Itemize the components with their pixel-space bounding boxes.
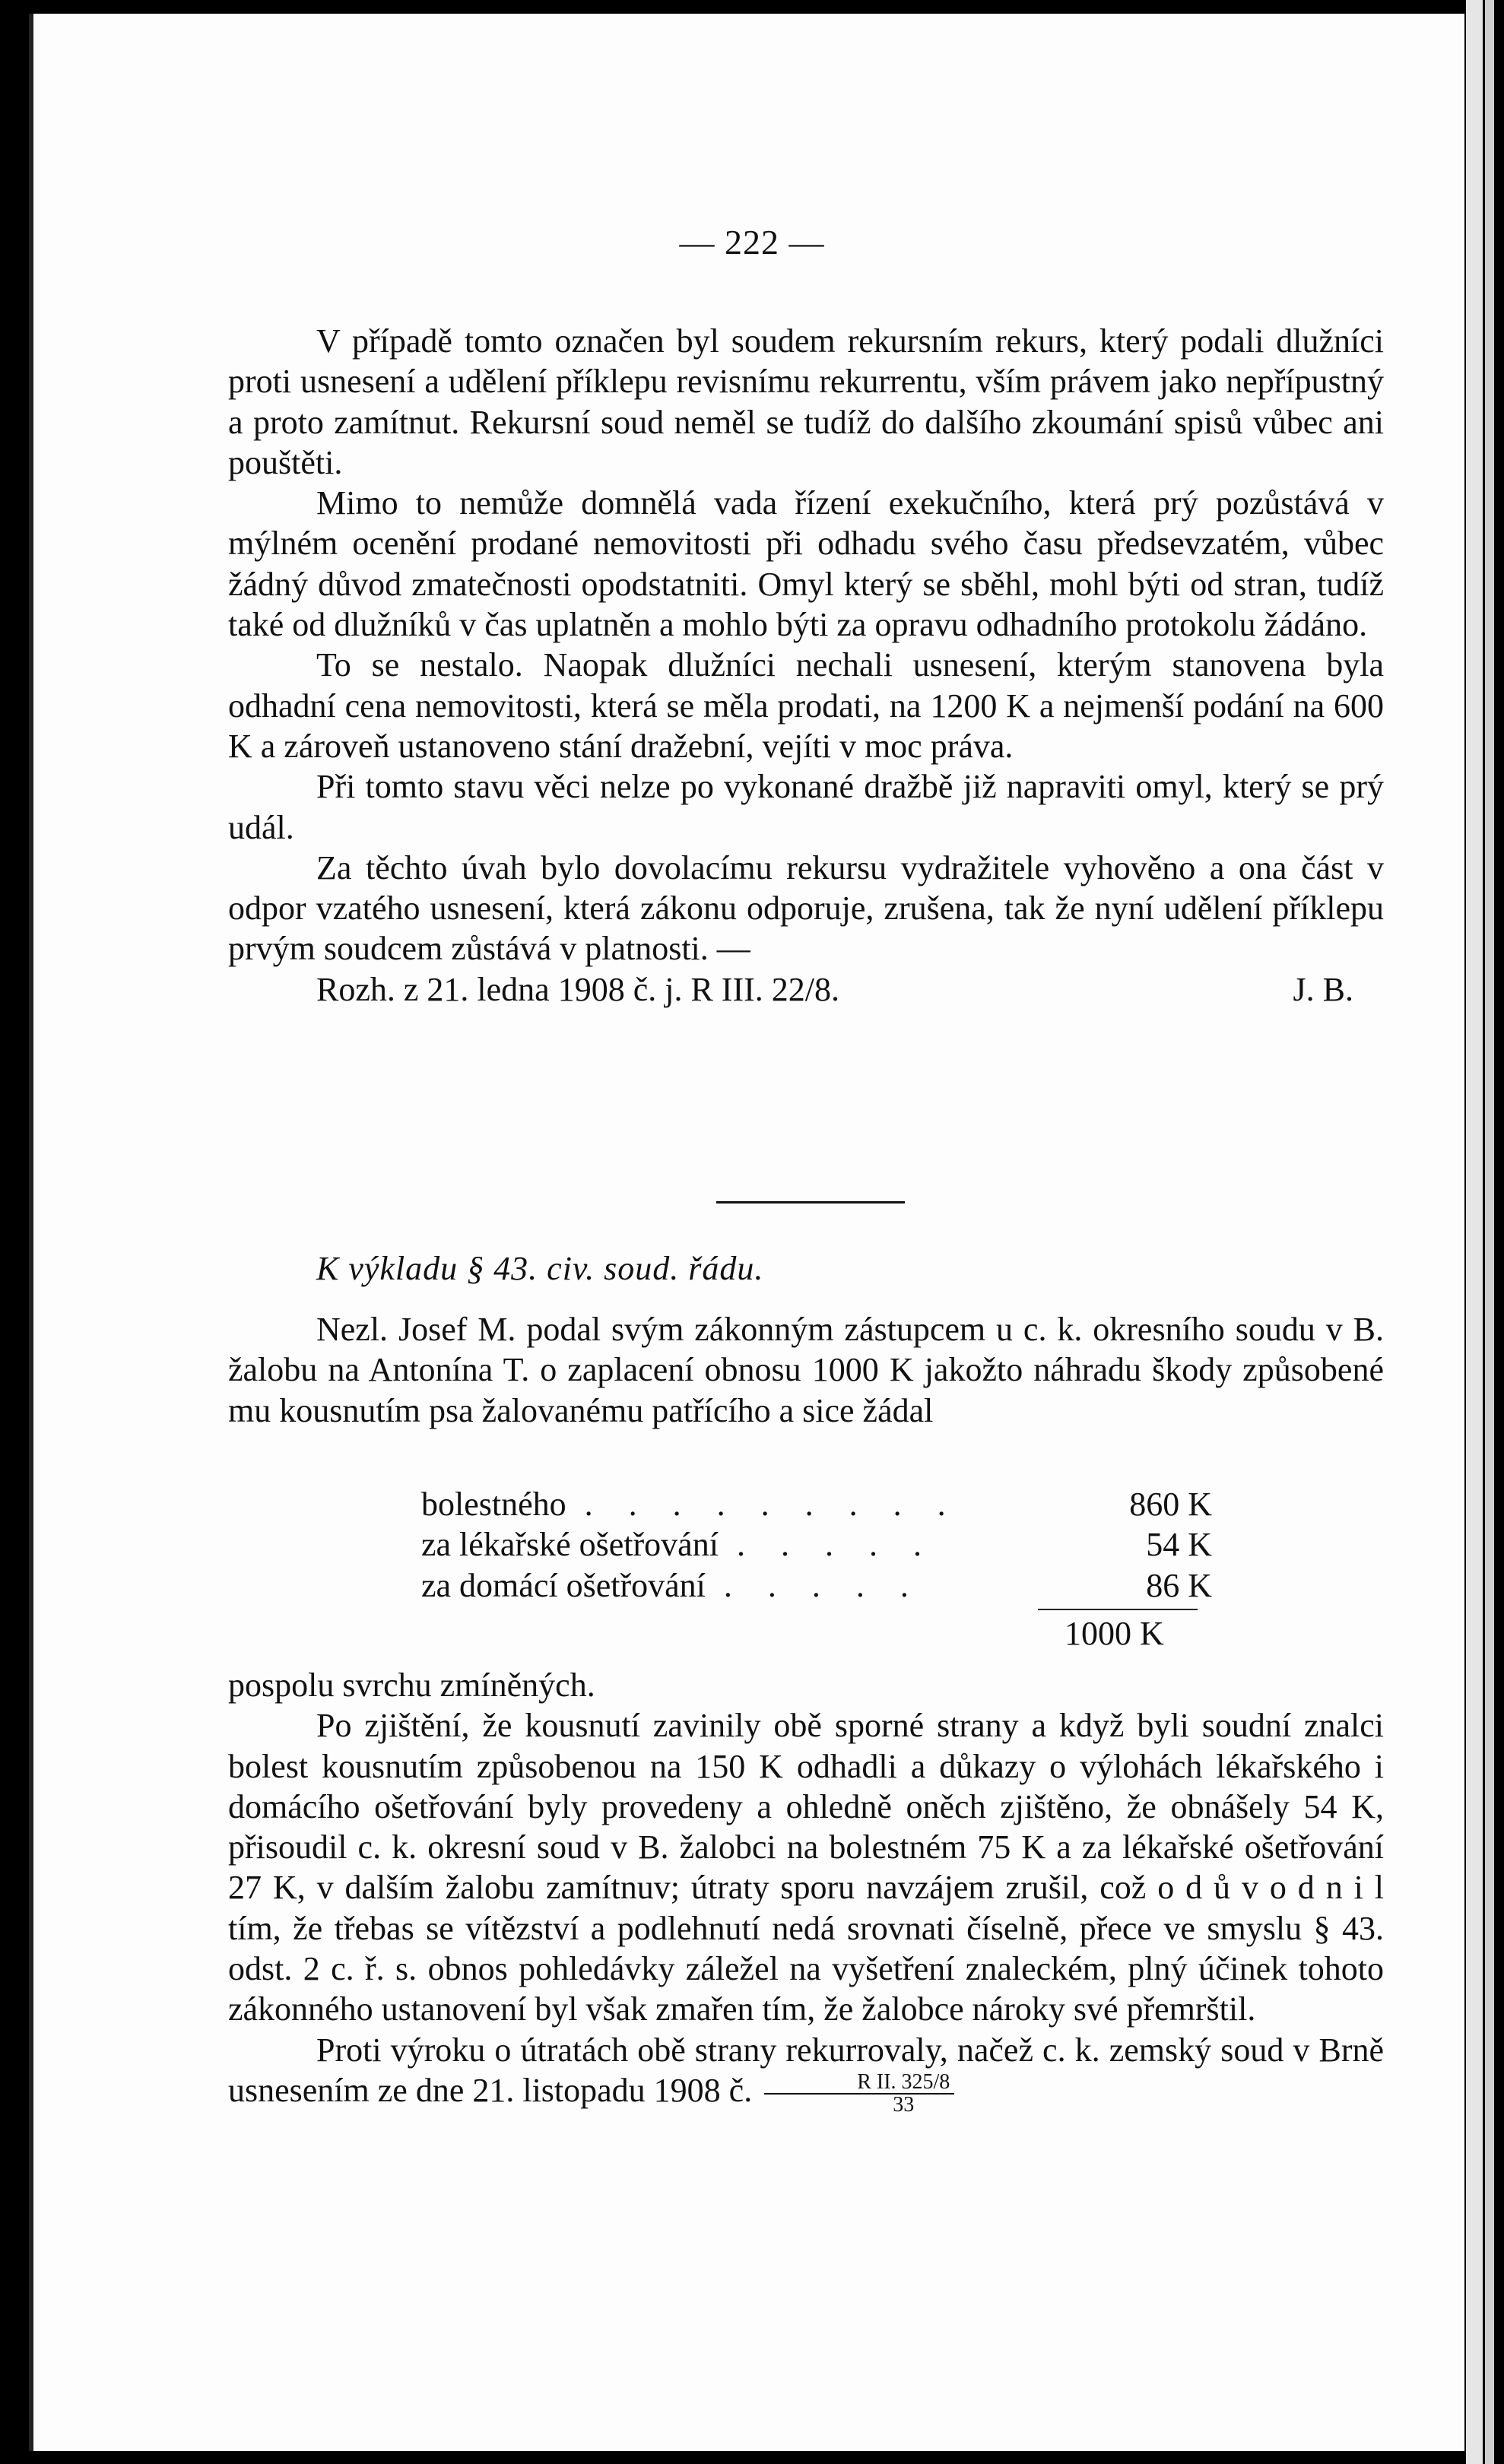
decision-signature: [228, 969, 1384, 1010]
claim-item: bolestného . . . . . . . . . 860 K: [421, 1486, 1212, 1523]
claim-item: za domácí ošetřování . . . . . 86 K: [421, 1566, 1212, 1604]
paragraph: pospolu svrchu zmíněných.: [228, 1666, 595, 1704]
file-reference: $\frac{\text{R II. 325/8}}{33}$: [764, 2072, 954, 2116]
claim-total: 1000 K: [1065, 1615, 1164, 1652]
decision-text: [228, 321, 1384, 1010]
paragraph: Mimo to nemůže domnělá vada řízení exekučního, která prý pozůstává v mýlném ocenění prodané nemovitosti při odhadu svého času předsevzatém, vůbec žádný důvod zmatečnosti opodstatniti. Omyl který se sběhl, mohl býti od stran, tudíž také od dlužníků v čas uplatněn a mohlo býti za opravu odhadního protokolu žádáno.: [228, 484, 1384, 644]
page-number: — 222 —: [679, 223, 825, 262]
paragraph: Za těchto úvah bylo dovolacímu rekursu vydražitele vyhověno a ona část v odpor vzatého usnesení, která zákonu odporuje, zrušena, tak že nyní udělení příklepu prvým soudcem zůstává v platnosti. —: [228, 848, 1384, 968]
claim-item: za lékařské ošetřování . . . . . 54 K: [421, 1526, 1212, 1564]
paragraph: Proti výroku o útratách obě strany rekurrovaly, načež c. k. zemský soud v Brně usnesením ze dne 21. listopadu 1908 č. $\frac{\text{R II. 325/8}}{33}$: [228, 2031, 1384, 2117]
paragraph: Nezl. Josef M. podal svým zákonným zástupcem u c. k. okresního soudu v B. žalobu na Antonína T. o zaplacení obnosu 1000 K jakožto náhradu škody způsobené mu kousnutím psa žalovanému patřícího a sice žádal: [228, 1311, 1384, 1429]
paragraph: V případě tomto označen byl soudem rekursním rekurs, který podali dlužníci proti usnesení a udělení příklepu revisnímu rekurrentu, vším právem jako nepřípustný a proto zamítnut. Rekursní soud neměl se tudíž do dalšího zkoumání spisů vůbec ani pouštěti.: [228, 322, 1384, 481]
section-heading: K výkladu § 43. civ. soud. řádu.: [316, 1250, 764, 1287]
decision-reference: Rozh. z 21. ledna 1908 č. j. R III. 22/8.: [316, 970, 839, 1008]
author-initials: J. B.: [1293, 970, 1353, 1008]
case-intro: [228, 1309, 1384, 1431]
paragraph: Při tomto stavu věci nelze po vykonané dražbě již napraviti omyl, který se prý udál.: [228, 768, 1384, 846]
paragraph: To se nestalo. Naopak dlužníci nechali usnesení, kterým stanovena byla odhadní cena nemovitosti, která se měla prodati, na 1200 K a nejmenší podání na 600 K a zároveň ustanoveno stání dražební, vejíti v moc práva.: [228, 646, 1384, 765]
page-edge-shadow: [1485, 0, 1494, 2464]
sum-rule: [1038, 1609, 1198, 1610]
page-edge: [1466, 0, 1483, 2464]
case-text: [228, 1665, 1384, 2116]
claim-items: [421, 1484, 1258, 1606]
section-divider: [716, 1201, 905, 1203]
spaced-word: o d ů v o d n i l: [1157, 1869, 1384, 1907]
paragraph: Po zjištění, že kousnutí zavinily obě sporné strany a když byli soudní znalci bolest kousnutím způsobenou na 150 K odhadli a důkazy o výlohách lékařského i domácího ošetřování byly provedeny a ohledně oněch zjištěno, že obnášely 54 K, přisoudil c. k. okresní soud v B. žalobci na bolestném 75 K a za lékařské ošetřování 27 K, v dalším žalobu zamítnuv; útraty sporu navzájem zrušil, což o d ů v o d n i l tím, že třebas se vítězství a podlehnutí nedá srovnati číselně, přece ve smyslu § 43. odst. 2 c. ř. s. obnos pohledávky záležel na vyšetření znaleckém, plný účinek tohoto zákonného ustanovení byl však zmařen tím, že žalobce nároky své přemrštil.: [228, 1707, 1384, 2028]
